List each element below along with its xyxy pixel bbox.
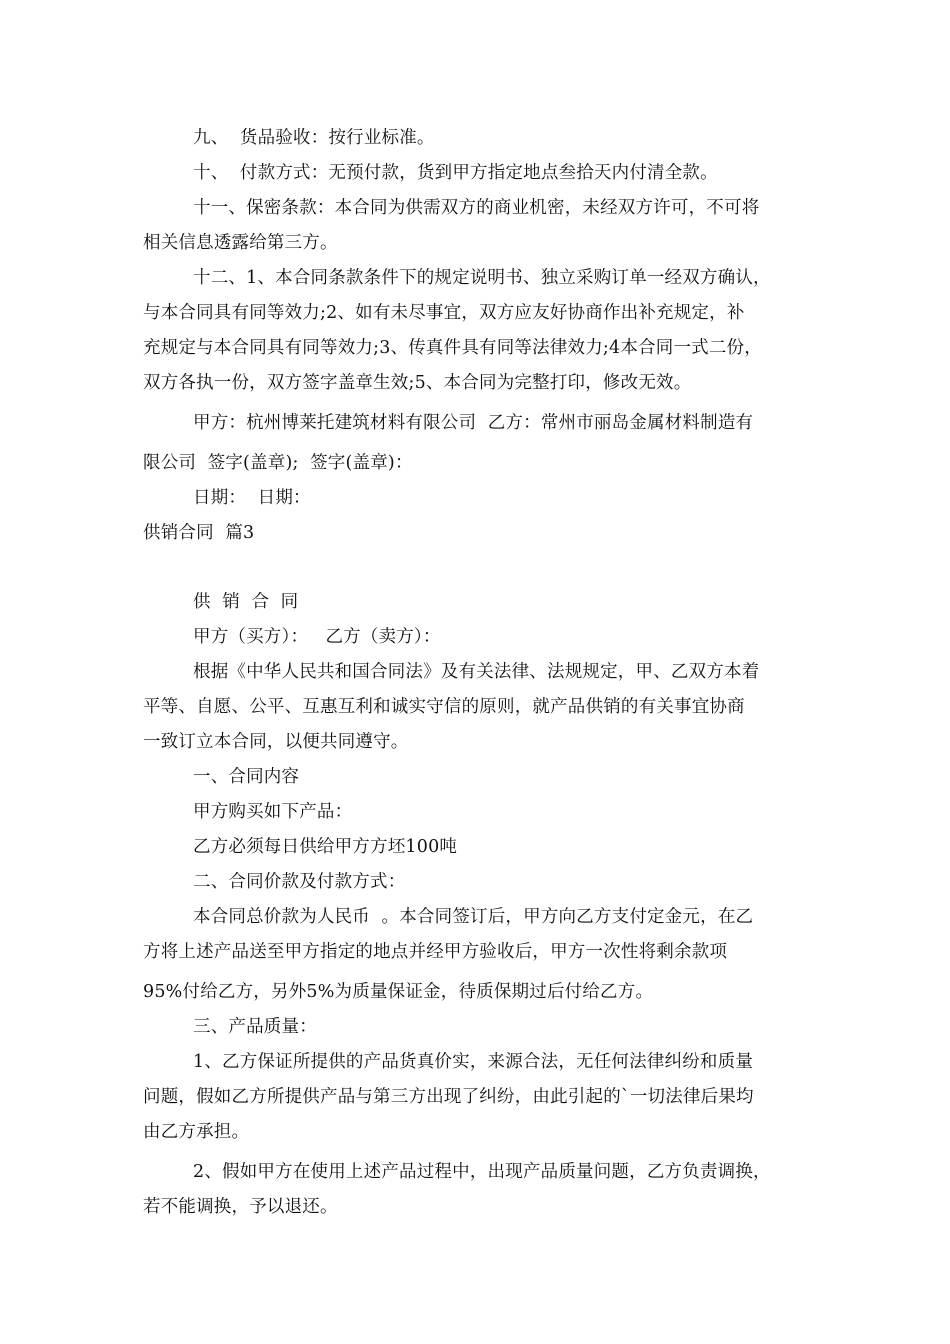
- clause-12-cont-2: 充规定与本合同具有同等效力;3、传真件具有同等法律效力;4本合同一式二份，: [143, 338, 762, 358]
- clause-10: 十、 付款方式：无预付款，货到甲方指定地点叁拾天内付清全款。: [193, 163, 718, 183]
- section-2-para-cont-2: 95%付给乙方，另外5%为质量保证金，待质保期过后付给乙方。: [143, 982, 654, 1002]
- preamble-cont-2: 一致订立本合同，以便共同遵守。: [143, 732, 409, 752]
- clause-12: 十二、1、本合同条款条件下的规定说明书、独立采购订单一经双方确认，: [193, 268, 771, 288]
- clause-9: 九、 货品验收：按行业标准。: [193, 128, 435, 148]
- section-3-item-1-cont-2: 由乙方承担。: [143, 1122, 250, 1142]
- section-2-para: 本合同总价款为人民币 。本合同签订后，甲方向乙方支付定金元，在乙: [193, 907, 754, 927]
- date-line: 日期： 日期：: [193, 488, 311, 508]
- section-1-line-1: 甲方购买如下产品：: [193, 802, 353, 822]
- clause-11: 十一、保密条款：本合同为供需双方的商业机密，未经双方许可，不可将: [193, 198, 760, 218]
- clause-12-cont-1: 与本合同具有同等效力;2、如有未尽事宜，双方应友好协商作出补充规定，补: [143, 303, 745, 323]
- section-3-item-1: 1、乙方保证所提供的产品货真价实，来源合法，无任何法律纠纷和质量: [193, 1052, 754, 1072]
- parties-line: 甲方：杭州博莱托建筑材料有限公司 乙方：常州市丽岛金属材料制造有: [193, 413, 754, 433]
- section-3-heading: 三、产品质量：: [193, 1017, 317, 1037]
- section-3-item-1-cont-1: 问题，假如乙方所提供产品与第三方出现了纠纷，由此引起的`一切法律后果均: [143, 1087, 754, 1107]
- clause-12-cont-3: 双方各执一份，双方签字盖章生效;5、本合同为完整打印，修改无效。: [143, 373, 692, 393]
- section-3-item-2: 2、假如甲方在使用上述产品过程中，出现产品质量问题，乙方负责调换，: [193, 1162, 771, 1182]
- section-1-heading: 一、合同内容: [193, 767, 300, 787]
- parties-line-cont: 限公司 签字(盖章); 签字(盖章)：: [143, 453, 413, 473]
- clause-11-cont: 相关信息透露给第三方。: [143, 233, 338, 253]
- section-1-line-2: 乙方必须每日供给甲方方坯100吨: [193, 837, 458, 857]
- section-2-para-cont-1: 方将上述产品送至甲方指定的地点并经甲方验收后，甲方一次性将剩余款项: [143, 942, 728, 962]
- section-heading: 供销合同 篇3: [143, 523, 255, 543]
- preamble: 根据《中华人民共和国合同法》及有关法律、法规规定，甲、乙双方本着: [193, 662, 760, 682]
- section-2-heading: 二、合同价款及付款方式：: [193, 872, 406, 892]
- contract-title: 供 销 合 同: [193, 592, 299, 612]
- parties-header: 甲方（买方）： 乙方（卖方）：: [193, 627, 441, 647]
- section-3-item-2-cont: 若不能调换，予以退还。: [143, 1197, 338, 1217]
- preamble-cont-1: 平等、自愿、公平、互惠互利和诚实守信的原则，就产品供销的有关事宜协商: [143, 697, 745, 717]
